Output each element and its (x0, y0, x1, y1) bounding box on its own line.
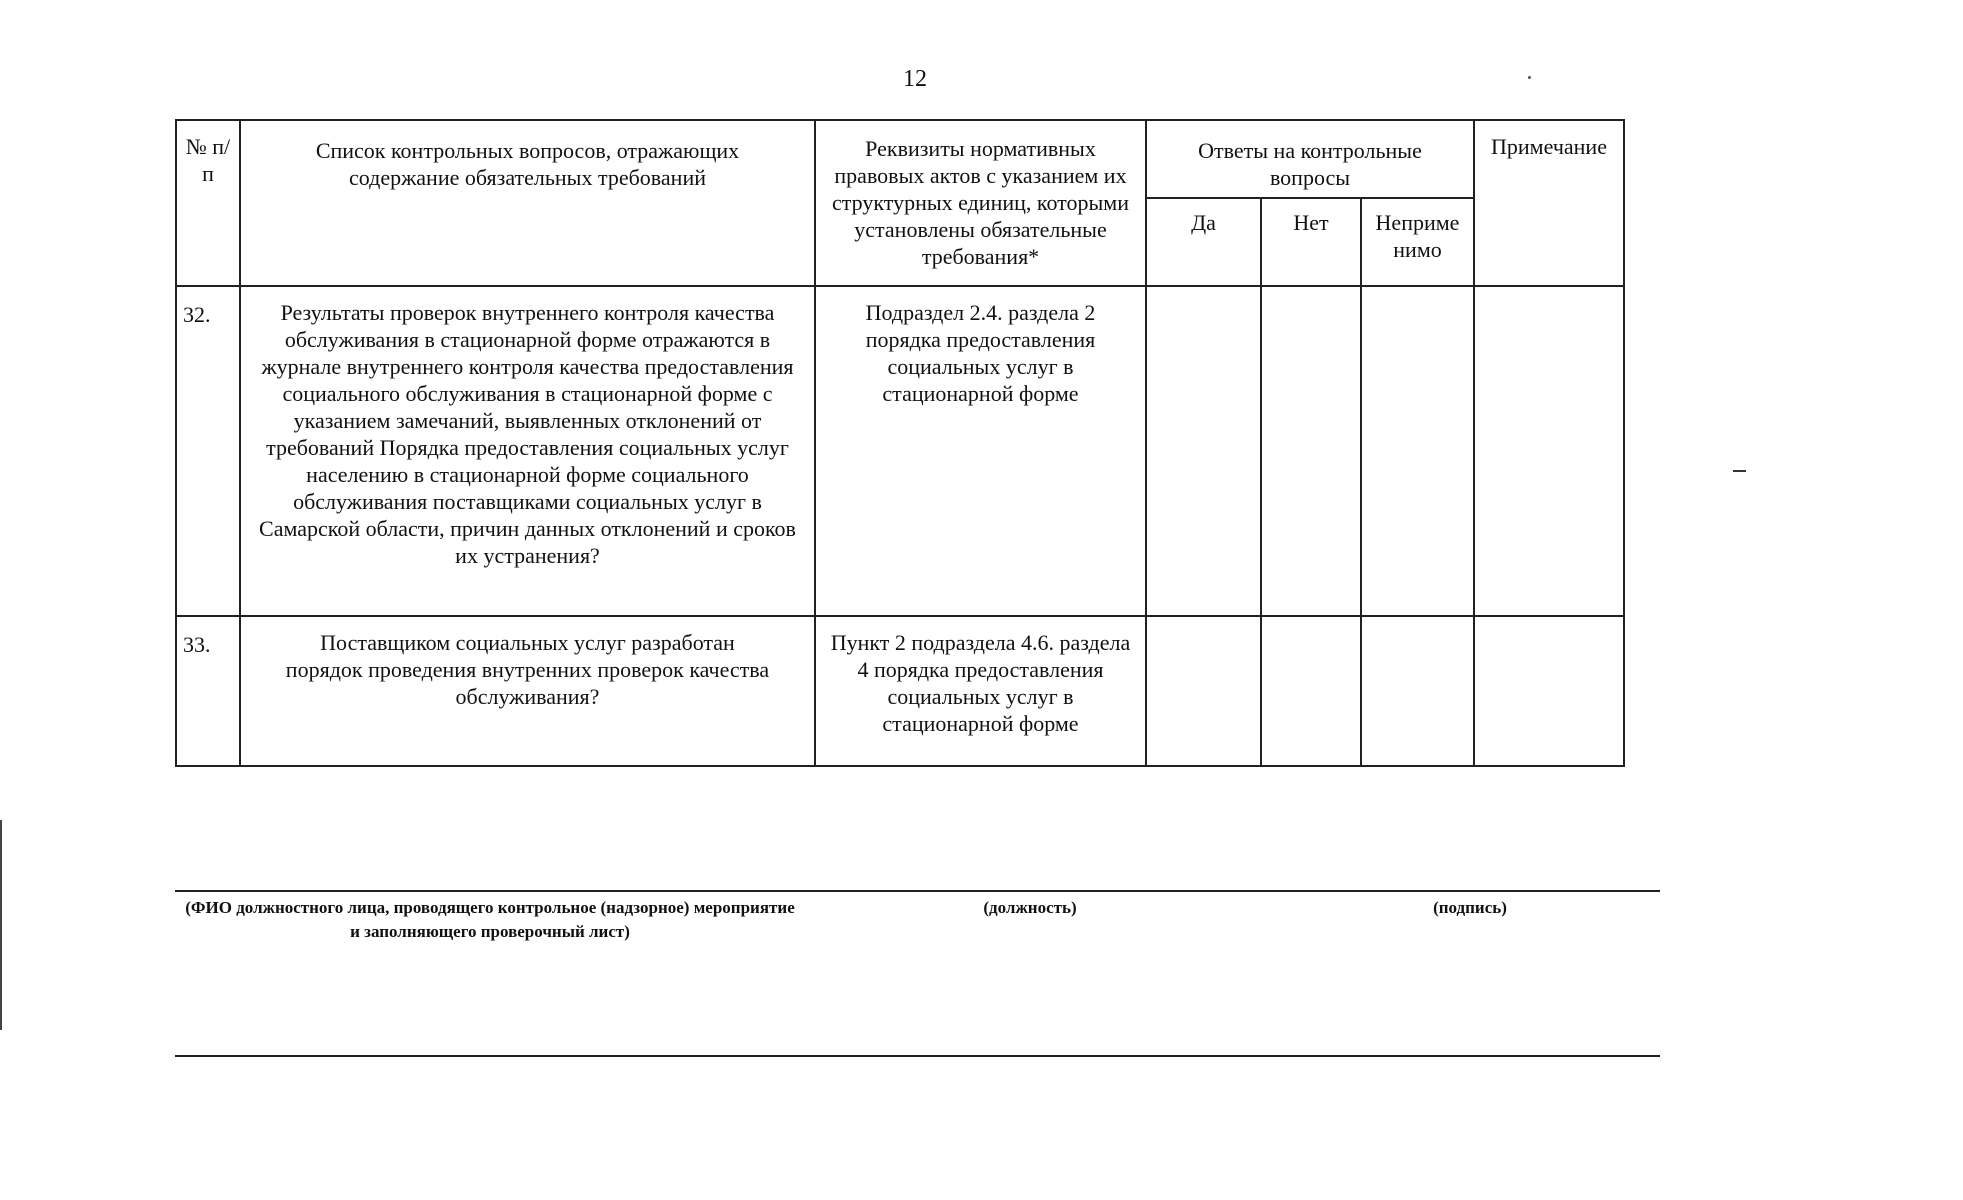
position-caption: (должность) (983, 898, 1077, 917)
note-cell[interactable] (1474, 616, 1624, 766)
scan-edge-line (0, 820, 2, 1030)
answer-no-cell[interactable] (1261, 616, 1361, 766)
bottom-rule (175, 1055, 1660, 1057)
note-cell[interactable] (1474, 286, 1624, 616)
answer-no-cell[interactable] (1261, 286, 1361, 616)
table-row (176, 286, 1624, 616)
answer-na-cell[interactable] (1361, 616, 1474, 766)
row-question: Поставщиком социальных услуг разработан порядок проведения внутренних проверок качества обслуживания? (240, 616, 815, 766)
page-number: 12 (903, 66, 927, 92)
header-answers: Ответы на контрольные вопросы (1146, 120, 1474, 198)
scan-speck (1528, 76, 1531, 79)
margin-mark (1733, 470, 1746, 472)
fio-caption: (ФИО должностного лица, проводящего контрольное (надзорное) мероприятие и заполняющего проверочный лист) (185, 898, 795, 941)
row-question: Результаты проверок внутреннего контроля качества обслуживания в стационарной форме отражаются в журнале внутреннего контроля качества предоставления социального обслуживания в стационарной форме с указанием замечаний, выявленных отклонений от требований Порядка предоставления социальных услуг населению в стационарной форме социального обслуживания поставщиками социальных услуг в Самарской области, причин данных отклонений и сроков их устранения? (240, 286, 815, 616)
header-requisites: Реквизиты нормативных правовых актов с указанием их структурных единиц, которыми установлены обязательные требования* (815, 120, 1146, 286)
header-note: Примечание (1474, 120, 1624, 286)
row-number: 33. (176, 616, 240, 766)
header-row (176, 120, 1624, 198)
row-number: 32. (176, 286, 240, 616)
header-answer-no: Нет (1261, 198, 1361, 286)
signature-line (175, 890, 1660, 892)
table-row (176, 616, 1624, 766)
header-answer-yes: Да (1146, 198, 1261, 286)
answer-yes-cell[interactable] (1146, 286, 1261, 616)
header-num: № п/п (176, 120, 240, 286)
checklist-table (175, 119, 1625, 767)
answer-na-cell[interactable] (1361, 286, 1474, 616)
answer-yes-cell[interactable] (1146, 616, 1261, 766)
header-answer-na: Неприме нимо (1361, 198, 1474, 286)
row-requisite: Подраздел 2.4. раздела 2 порядка предоставления социальных услуг в стационарной форме (815, 286, 1146, 616)
header-questions: Список контрольных вопросов, отражающих содержание обязательных требований (240, 120, 815, 286)
signature-caption: (подпись) (1433, 898, 1507, 917)
row-requisite: Пункт 2 подраздела 4.6. раздела 4 порядка предоставления социальных услуг в стационарной форме (815, 616, 1146, 766)
